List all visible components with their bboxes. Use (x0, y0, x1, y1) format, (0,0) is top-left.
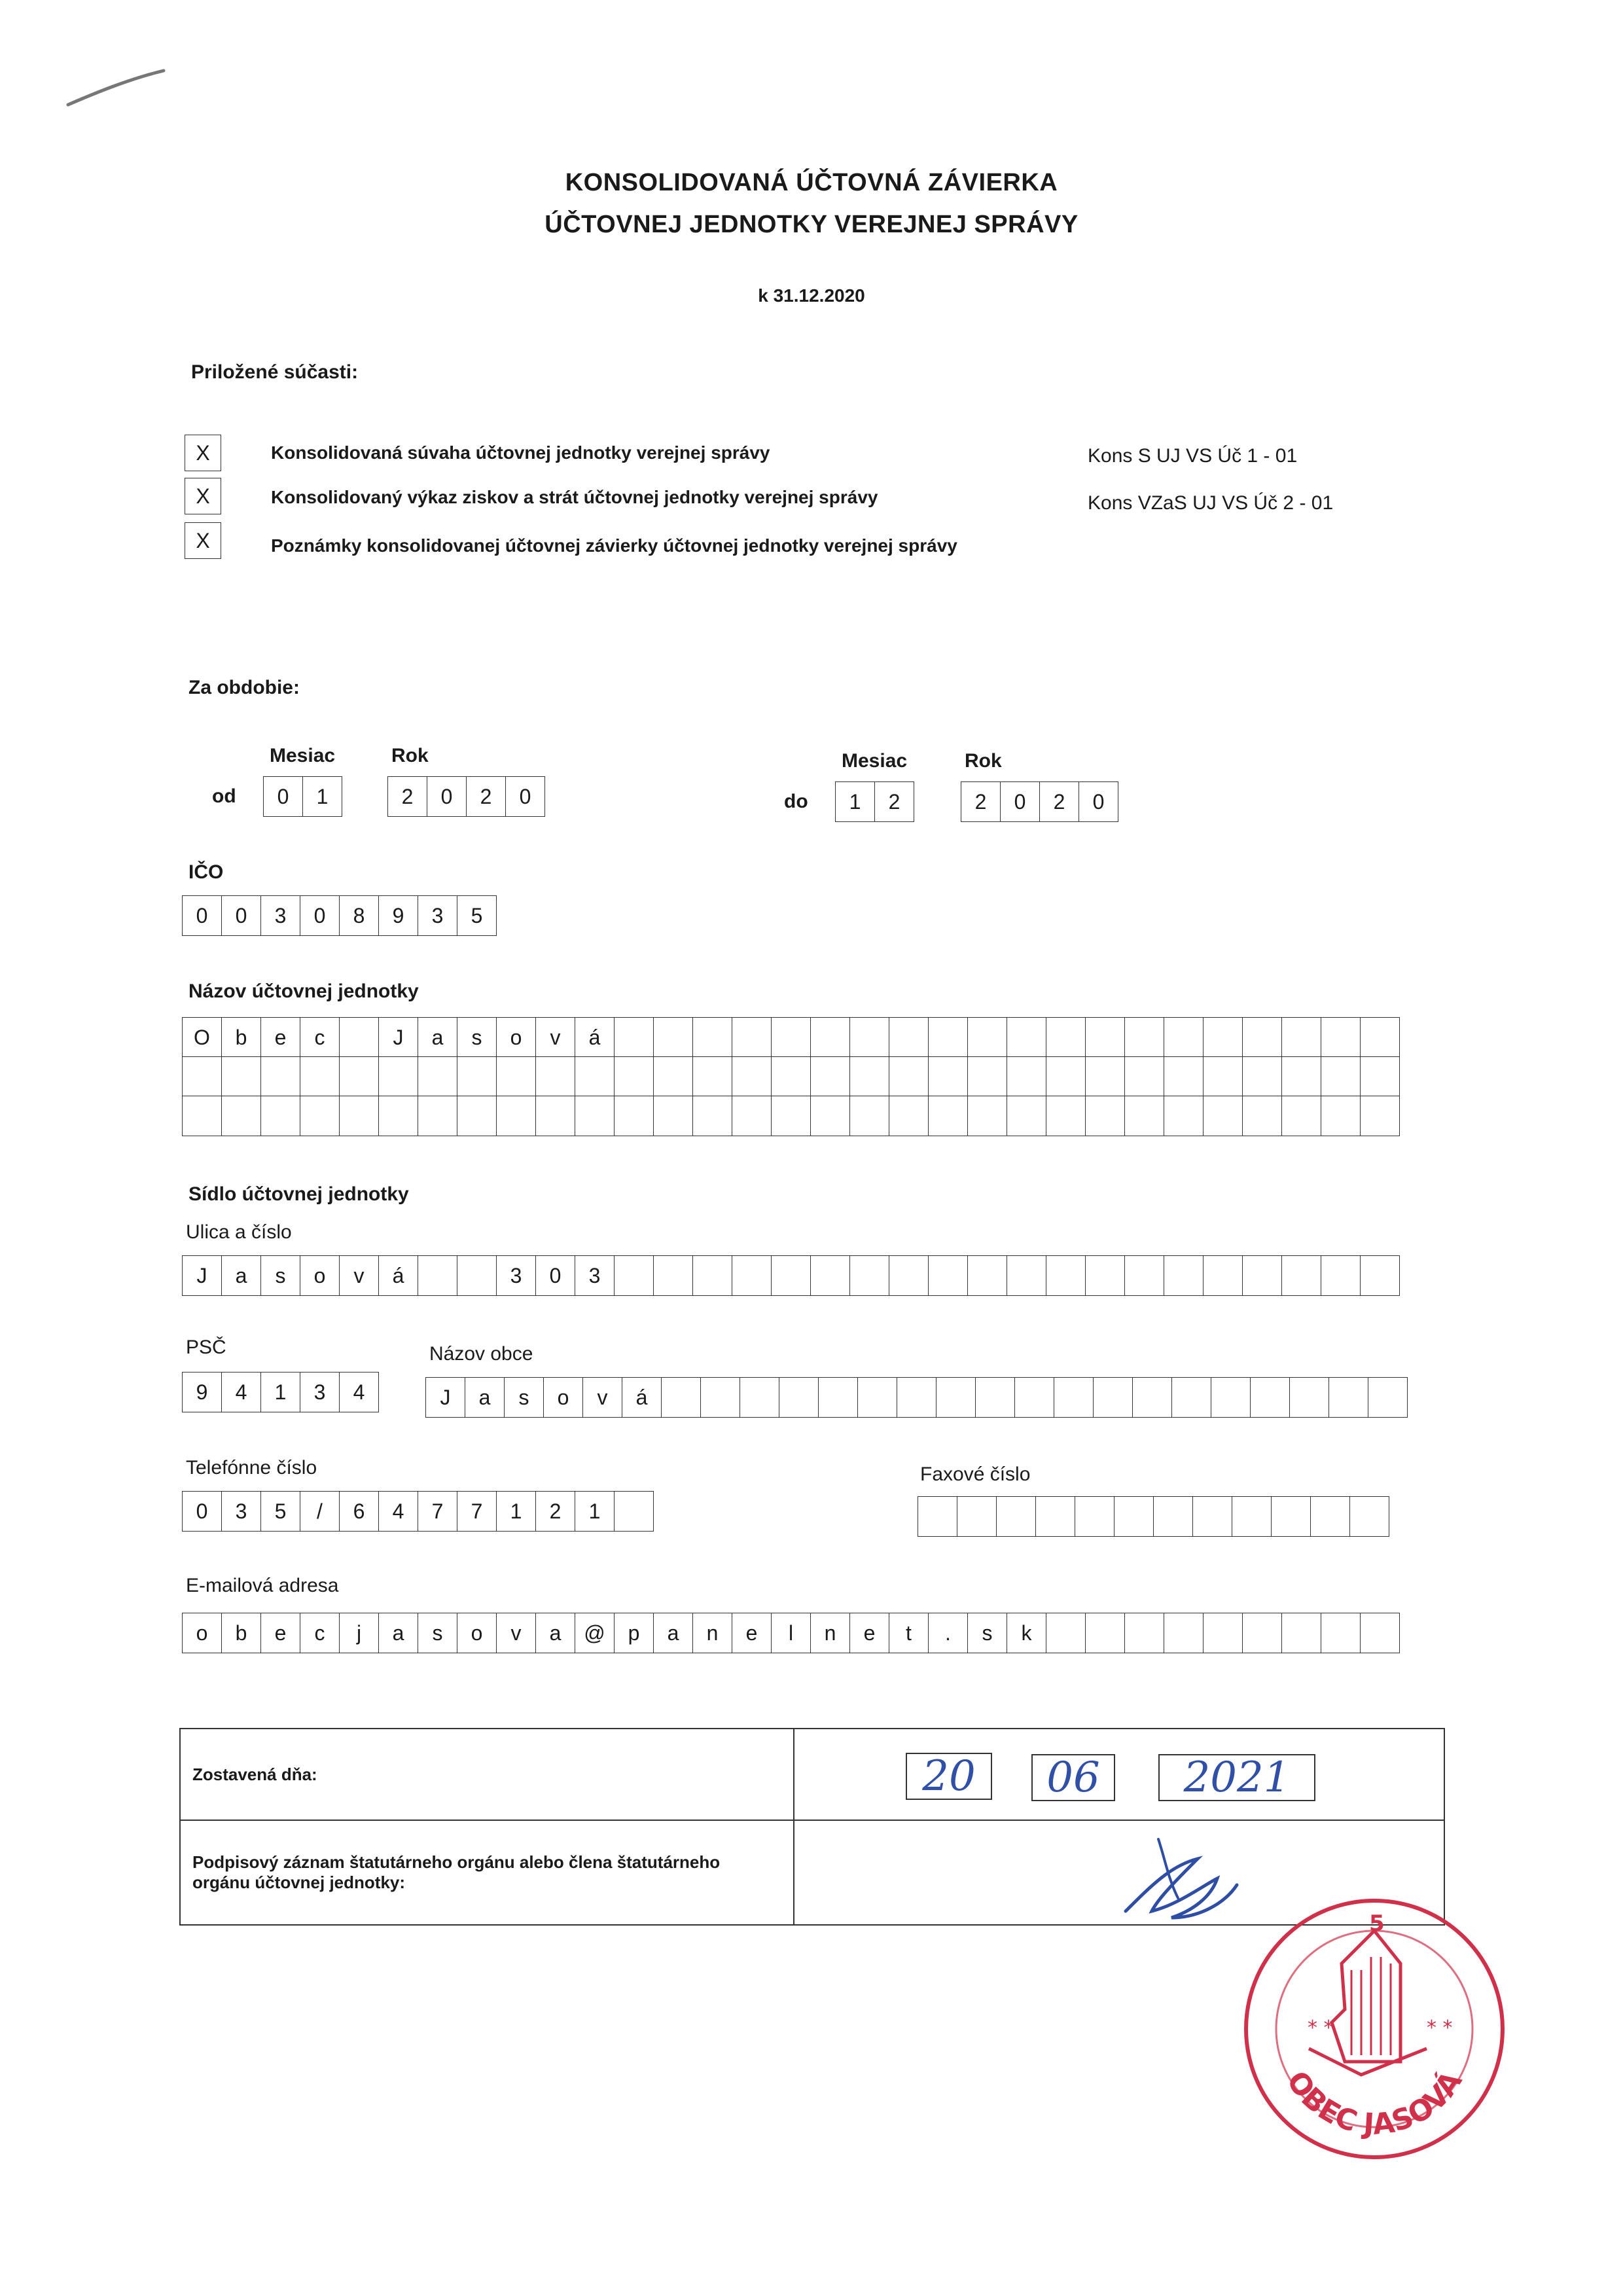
name-char (497, 1057, 536, 1096)
phone-char: 6 (340, 1492, 379, 1531)
ico-digit: 3 (418, 896, 457, 935)
name-char (889, 1057, 929, 1096)
name-char (1282, 1018, 1321, 1057)
name-char: s (457, 1018, 497, 1057)
city-char: v (583, 1378, 622, 1417)
city-char: o (544, 1378, 583, 1417)
city-char (1054, 1378, 1094, 1417)
city-char (936, 1378, 976, 1417)
psc-digit: 1 (261, 1372, 300, 1412)
fax-char (1193, 1497, 1232, 1536)
street-char (615, 1256, 654, 1295)
name-char (261, 1057, 300, 1096)
name-char (772, 1057, 811, 1096)
name-char (968, 1057, 1007, 1096)
ico-digit: 9 (379, 896, 418, 935)
phone-char: 0 (183, 1492, 222, 1531)
name-char (183, 1057, 222, 1096)
city-char (1211, 1378, 1251, 1417)
street-char: s (261, 1256, 300, 1295)
city-char (1094, 1378, 1133, 1417)
street-char (1046, 1256, 1086, 1295)
fax-char (1115, 1497, 1154, 1536)
name-char (418, 1057, 457, 1096)
fax-char (1036, 1497, 1075, 1536)
to-year-digit: 0 (1079, 782, 1118, 821)
name-char (183, 1096, 222, 1136)
pencil-mark (65, 65, 170, 111)
attachment-row-1 (185, 435, 221, 471)
city-char (1015, 1378, 1054, 1417)
street-char (811, 1256, 850, 1295)
name-char (732, 1057, 772, 1096)
to-year-grid[interactable] (961, 781, 1118, 822)
street-char (1007, 1256, 1046, 1295)
email-char: o (183, 1613, 222, 1653)
city-char (1329, 1378, 1368, 1417)
email-char: n (693, 1613, 732, 1653)
ico-digit: 0 (222, 896, 261, 935)
name-char: J (379, 1018, 418, 1057)
name-char (536, 1057, 575, 1096)
city-char: s (505, 1378, 544, 1417)
name-char (1282, 1096, 1321, 1136)
city-char (897, 1378, 936, 1417)
name-char (457, 1096, 497, 1136)
from-year-digit: 2 (467, 777, 506, 816)
svg-text:* *: * * (1308, 2017, 1334, 2039)
city-char (740, 1378, 779, 1417)
street-char (418, 1256, 457, 1295)
name-char (300, 1096, 340, 1136)
street-char (693, 1256, 732, 1295)
name-char (536, 1096, 575, 1136)
street-char (929, 1256, 968, 1295)
name-char (654, 1057, 693, 1096)
email-char: a (654, 1613, 693, 1653)
email-char: t (889, 1613, 929, 1653)
city-char (1290, 1378, 1329, 1417)
street-char: á (379, 1256, 418, 1295)
name-char (1361, 1018, 1400, 1057)
name-char (615, 1018, 654, 1057)
fax-char (918, 1497, 957, 1536)
name-char: O (183, 1018, 222, 1057)
email-char (1046, 1613, 1086, 1653)
email-char: c (300, 1613, 340, 1653)
email-char (1125, 1613, 1164, 1653)
attachment-checkbox-2[interactable]: X (185, 478, 221, 514)
ico-digit: 8 (340, 896, 379, 935)
street-char (1125, 1256, 1164, 1295)
psc-digit: 4 (340, 1372, 379, 1412)
from-label: od (212, 785, 236, 807)
name-char (379, 1096, 418, 1136)
city-char (779, 1378, 819, 1417)
email-char: b (222, 1613, 261, 1653)
phone-grid[interactable] (182, 1491, 654, 1532)
email-char: s (418, 1613, 457, 1653)
name-char (261, 1096, 300, 1136)
email-char: n (811, 1613, 850, 1653)
email-char (1164, 1613, 1204, 1653)
name-char (693, 1018, 732, 1057)
name-char (1204, 1018, 1243, 1057)
name-char (929, 1096, 968, 1136)
phone-char: 1 (575, 1492, 615, 1531)
from-year-digit: 0 (427, 777, 467, 816)
name-char (1086, 1018, 1125, 1057)
city-char (1251, 1378, 1290, 1417)
email-char: p (615, 1613, 654, 1653)
email-char: o (457, 1613, 497, 1653)
city-char (858, 1378, 897, 1417)
to-year-digit: 2 (961, 782, 1001, 821)
compiled-month: 06 (1046, 1753, 1100, 1802)
city-char (1133, 1378, 1172, 1417)
name-char (575, 1096, 615, 1136)
from-month-digit: 1 (303, 777, 342, 816)
name-char (340, 1018, 379, 1057)
from-year-digit: 2 (388, 777, 427, 816)
city-char: á (622, 1378, 662, 1417)
fax-char (1272, 1497, 1311, 1536)
municipal-stamp (1230, 1885, 1518, 2173)
street-char (457, 1256, 497, 1295)
name-char (654, 1096, 693, 1136)
email-char: e (850, 1613, 889, 1653)
from-year-label: Rok (391, 745, 429, 766)
compiled-year: 2021 (1183, 1753, 1291, 1802)
name-char: c (300, 1018, 340, 1057)
street-char: o (300, 1256, 340, 1295)
fax-char (1154, 1497, 1193, 1536)
name-char (889, 1096, 929, 1136)
fax-char (1311, 1497, 1350, 1536)
fax-char (1075, 1497, 1115, 1536)
name-char (968, 1018, 1007, 1057)
fax-grid[interactable] (918, 1496, 1389, 1537)
name-label: Názov účtovnej jednotky (188, 980, 419, 1002)
ico-digit: 5 (457, 896, 497, 935)
email-char: @ (575, 1613, 615, 1653)
name-char (1125, 1057, 1164, 1096)
name-char (1321, 1096, 1361, 1136)
name-char (1086, 1096, 1125, 1136)
name-char (889, 1018, 929, 1057)
street-char (732, 1256, 772, 1295)
name-char: á (575, 1018, 615, 1057)
name-char (732, 1018, 772, 1057)
street-char (889, 1256, 929, 1295)
email-char (1243, 1613, 1282, 1653)
name-char (300, 1057, 340, 1096)
name-char (1361, 1096, 1400, 1136)
name-char (1243, 1018, 1282, 1057)
ico-grid[interactable] (182, 895, 497, 936)
name-char (379, 1057, 418, 1096)
city-char: a (465, 1378, 505, 1417)
attachment-label-1: Konsolidovaná súvaha účtovnej jednotky verejnej správy (271, 442, 770, 463)
email-char: j (340, 1613, 379, 1653)
phone-label: Telefónne číslo (186, 1457, 317, 1479)
to-month-label: Mesiac (842, 750, 908, 772)
name-char (1164, 1018, 1204, 1057)
name-char (615, 1096, 654, 1136)
psc-grid[interactable] (182, 1372, 379, 1412)
stamp-number: 5 (1369, 1910, 1385, 1937)
to-month-digit: 1 (836, 782, 875, 821)
title-line-2: ÚČTOVNEJ JEDNOTKY VEREJNEJ SPRÁVY (544, 211, 1079, 238)
compiled-year-box (1158, 1754, 1315, 1801)
name-grid-row-2[interactable] (182, 1056, 1400, 1097)
ico-digit: 3 (261, 896, 300, 935)
email-char: l (772, 1613, 811, 1653)
compiled-month-box (1031, 1754, 1115, 1801)
from-year-grid[interactable] (387, 776, 545, 817)
name-char: v (536, 1018, 575, 1057)
city-char (1368, 1378, 1408, 1417)
street-char: 3 (497, 1256, 536, 1295)
name-char (222, 1057, 261, 1096)
name-grid-row-3[interactable] (182, 1096, 1400, 1136)
name-char (457, 1057, 497, 1096)
street-grid[interactable] (182, 1255, 1400, 1296)
from-month-digit: 0 (264, 777, 303, 816)
city-char (662, 1378, 701, 1417)
attachment-code-1: Kons S UJ VS Úč 1 - 01 (1088, 445, 1298, 467)
email-label: E-mailová adresa (186, 1575, 339, 1596)
street-char: v (340, 1256, 379, 1295)
period-label: Za obdobie: (188, 677, 300, 698)
from-month-label: Mesiac (270, 745, 336, 766)
phone-char: / (300, 1492, 340, 1531)
attachment-label-3: Poznámky konsolidovanej účtovnej závierky účtovnej jednotky verejnej správy (271, 535, 957, 556)
phone-char: 5 (261, 1492, 300, 1531)
name-grid-row-1[interactable] (182, 1017, 1400, 1058)
name-char (693, 1057, 732, 1096)
email-char (1361, 1613, 1400, 1653)
email-char: k (1007, 1613, 1046, 1653)
sign-label: Podpisový záznam štatutárneho orgánu alebo člena štatutárneho orgánu účtovnej jednotky: (180, 1820, 794, 1925)
name-char (811, 1057, 850, 1096)
name-char (850, 1096, 889, 1136)
street-char (850, 1256, 889, 1295)
to-year-label: Rok (965, 750, 1002, 772)
name-char: o (497, 1018, 536, 1057)
name-char: e (261, 1018, 300, 1057)
seat-label: Sídlo účtovnej jednotky (188, 1183, 409, 1205)
to-label: do (784, 791, 808, 812)
psc-digit: 4 (222, 1372, 261, 1412)
email-char: a (379, 1613, 418, 1653)
name-char (968, 1096, 1007, 1136)
attachment-checkbox-3[interactable]: X (185, 522, 221, 559)
report-date: k 31.12.2020 (758, 285, 865, 306)
psc-digit: 3 (300, 1372, 340, 1412)
name-char (222, 1096, 261, 1136)
phone-char: 7 (457, 1492, 497, 1531)
name-char (1086, 1057, 1125, 1096)
name-char (811, 1018, 850, 1057)
name-char: b (222, 1018, 261, 1057)
city-char (976, 1378, 1015, 1417)
from-month-grid[interactable] (263, 776, 342, 817)
email-char (1086, 1613, 1125, 1653)
name-char (850, 1057, 889, 1096)
name-char (1361, 1057, 1400, 1096)
street-char (1282, 1256, 1321, 1295)
name-char (418, 1096, 457, 1136)
name-char (1125, 1096, 1164, 1136)
name-char (1007, 1096, 1046, 1136)
name-char (929, 1057, 968, 1096)
phone-char (615, 1492, 654, 1531)
name-char (1243, 1057, 1282, 1096)
fax-char (1232, 1497, 1272, 1536)
name-char (615, 1057, 654, 1096)
name-char (1204, 1096, 1243, 1136)
street-char (1164, 1256, 1204, 1295)
street-char (654, 1256, 693, 1295)
fax-char (997, 1497, 1036, 1536)
attachment-label-2: Konsolidovaný výkaz ziskov a strát účtovnej jednotky verejnej správy (271, 487, 878, 507)
email-grid[interactable] (182, 1613, 1400, 1653)
email-char (1321, 1613, 1361, 1653)
name-char (1046, 1096, 1086, 1136)
from-year-digit: 0 (506, 777, 545, 816)
name-char (1125, 1018, 1164, 1057)
name-char (693, 1096, 732, 1136)
name-char (575, 1057, 615, 1096)
name-char (772, 1096, 811, 1136)
email-char: e (261, 1613, 300, 1653)
email-char: a (536, 1613, 575, 1653)
compiled-day-box (906, 1753, 992, 1800)
street-char (968, 1256, 1007, 1295)
name-char (929, 1018, 968, 1057)
street-char (1321, 1256, 1361, 1295)
name-char (850, 1018, 889, 1057)
phone-char: 7 (418, 1492, 457, 1531)
to-year-digit: 2 (1040, 782, 1079, 821)
fax-char (957, 1497, 997, 1536)
compiled-day: 20 (922, 1752, 976, 1801)
name-char (1321, 1057, 1361, 1096)
psc-digit: 9 (183, 1372, 222, 1412)
attachment-code-2: Kons VZaS UJ VS Úč 2 - 01 (1088, 492, 1334, 514)
name-char (654, 1018, 693, 1057)
street-char (1204, 1256, 1243, 1295)
name-char (1046, 1057, 1086, 1096)
email-char: v (497, 1613, 536, 1653)
street-char (1361, 1256, 1400, 1295)
name-char (1164, 1096, 1204, 1136)
phone-char: 3 (222, 1492, 261, 1531)
city-char (701, 1378, 740, 1417)
to-year-digit: 0 (1001, 782, 1040, 821)
name-char (772, 1018, 811, 1057)
street-char: a (222, 1256, 261, 1295)
phone-char: 2 (536, 1492, 575, 1531)
city-char (1172, 1378, 1211, 1417)
street-char: 0 (536, 1256, 575, 1295)
attachments-label: Priložené súčasti: (191, 361, 359, 383)
email-char (1282, 1613, 1321, 1653)
street-char (1243, 1256, 1282, 1295)
name-char (340, 1096, 379, 1136)
email-char: e (732, 1613, 772, 1653)
to-month-grid[interactable] (835, 781, 914, 822)
name-char (1204, 1057, 1243, 1096)
email-char: s (968, 1613, 1007, 1653)
street-char: J (183, 1256, 222, 1295)
name-char (1046, 1018, 1086, 1057)
to-month-digit: 2 (875, 782, 914, 821)
name-char (1282, 1057, 1321, 1096)
title-line-1: KONSOLIDOVANÁ ÚČTOVNÁ ZÁVIERKA (565, 169, 1058, 196)
city-char: J (426, 1378, 465, 1417)
fax-label: Faxové číslo (920, 1463, 1031, 1485)
name-char (732, 1096, 772, 1136)
street-char: 3 (575, 1256, 615, 1295)
name-char (811, 1096, 850, 1136)
name-char (1243, 1096, 1282, 1136)
stamp-text: OBEC JASOVÁ (1279, 2065, 1469, 2142)
ico-label: IČO (188, 861, 224, 883)
ico-digit: 0 (183, 896, 222, 935)
attachment-checkbox-1[interactable]: X (185, 435, 221, 471)
street-char (1086, 1256, 1125, 1295)
name-char (340, 1057, 379, 1096)
phone-char: 1 (497, 1492, 536, 1531)
street-label: Ulica a číslo (186, 1221, 292, 1243)
fax-char (1350, 1497, 1389, 1536)
name-char (1321, 1018, 1361, 1057)
name-char: a (418, 1018, 457, 1057)
name-char (1007, 1018, 1046, 1057)
email-char: . (929, 1613, 968, 1653)
email-char (1204, 1613, 1243, 1653)
name-char (1007, 1057, 1046, 1096)
compiled-date-cell[interactable] (794, 1729, 1444, 1820)
phone-char: 4 (379, 1492, 418, 1531)
city-label: Názov obce (429, 1343, 533, 1365)
city-grid[interactable] (425, 1377, 1408, 1418)
name-char (497, 1096, 536, 1136)
psc-label: PSČ (186, 1336, 226, 1358)
city-char (819, 1378, 858, 1417)
svg-text:* *: * * (1427, 2017, 1453, 2039)
ico-digit: 0 (300, 896, 340, 935)
attachment-row-3 (185, 522, 221, 559)
name-char (1164, 1057, 1204, 1096)
compiled-label: Zostavená dňa: (180, 1729, 794, 1820)
street-char (772, 1256, 811, 1295)
attachment-row-2 (185, 478, 221, 514)
